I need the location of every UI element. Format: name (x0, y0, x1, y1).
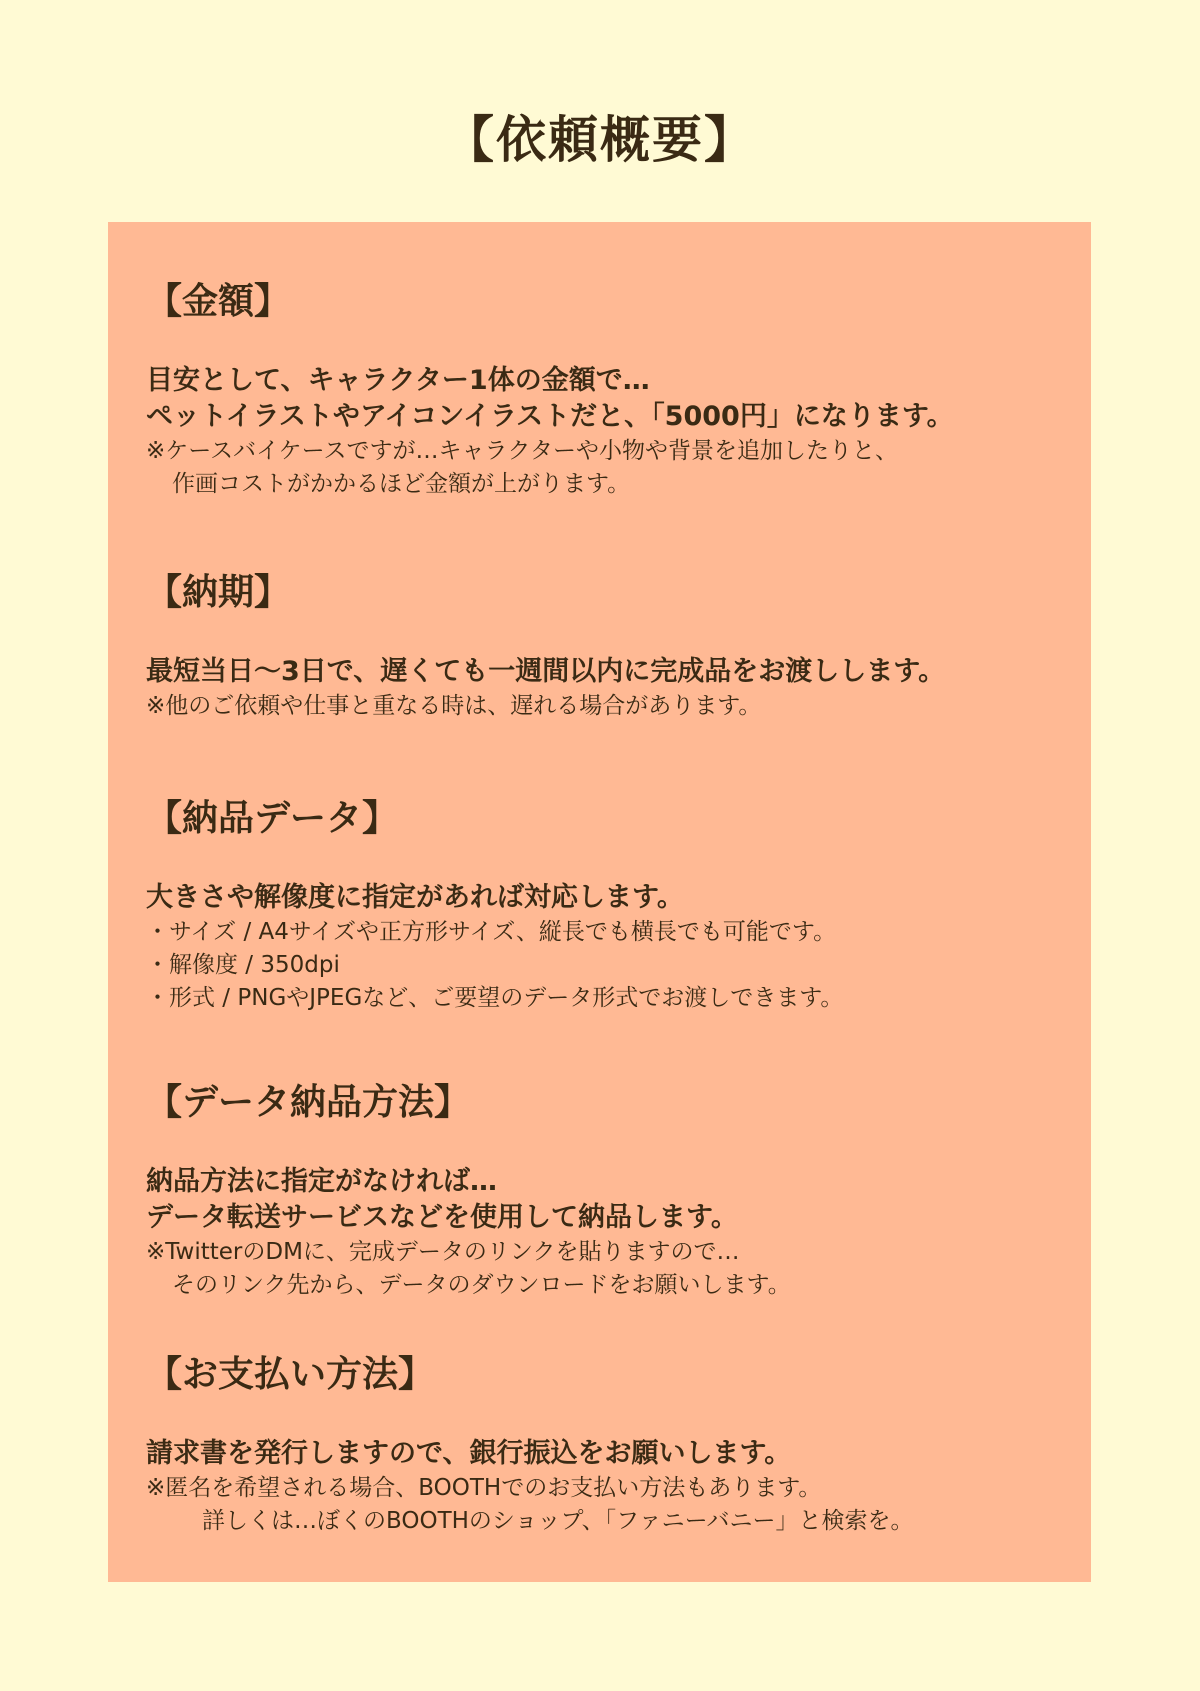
lead-line: 請求書を発行しますので、銀行振込をお願いします。 (146, 1438, 792, 1469)
note-line: 作画コストがかかるほど金額が上がります。 (172, 471, 631, 497)
lead-line: データ転送サービスなどを使用して納品します。 (146, 1202, 738, 1233)
section-heading: 【データ納品方法】 (146, 1082, 471, 1123)
note-line: ※TwitterのDMに、完成データのリンクを貼りますので… (146, 1239, 740, 1265)
section-delivery-data (146, 794, 1066, 1015)
lead-line: ペットイラストやアイコンイラストだと、「5000円」になります。 (146, 401, 954, 432)
section-delivery-method (146, 1078, 1066, 1302)
note-line: ・解像度 / 350dpi (146, 952, 340, 978)
lead-line: 大きさや解像度に指定があれば対応します。 (146, 882, 684, 913)
section-heading: 【納品データ】 (146, 798, 399, 839)
note-line: ※匿名を希望される場合、BOOTHでのお支払い方法もあります。 (146, 1475, 822, 1501)
section-payment (146, 1350, 1066, 1538)
content-panel (108, 222, 1091, 1582)
section-delivery-time (146, 568, 1066, 723)
note-line: 詳しくは…ぼくのBOOTHのショップ、「ファニーバニー」と検索を。 (202, 1508, 914, 1534)
section-heading: 【金額】 (146, 281, 291, 322)
note-line: そのリンク先から、データのダウンロードをお願いします。 (172, 1272, 791, 1298)
lead-line: 目安として、キャラクター1体の金額で… (146, 365, 650, 396)
note-line: ・サイズ / A4サイズや正方形サイズ、縦長でも横長でも可能です。 (146, 919, 837, 945)
note-line: ・形式 / PNGやJPEGなど、ご要望のデータ形式でお渡しできます。 (146, 985, 844, 1011)
section-price (146, 277, 1066, 501)
lead-line: 納品方法に指定がなければ… (146, 1166, 497, 1197)
page-title: 【依頼概要】 (444, 111, 756, 169)
note-line: ※他のご依頼や仕事と重なる時は、遅れる場合があります。 (146, 693, 762, 719)
section-heading: 【お支払い方法】 (146, 1354, 435, 1395)
section-heading: 【納期】 (146, 572, 291, 613)
note-line: ※ケースバイケースですが…キャラクターや小物や背景を追加したりと、 (146, 438, 899, 464)
lead-line: 最短当日〜3日で、遅くても一週間以内に完成品をお渡しします。 (146, 656, 946, 687)
